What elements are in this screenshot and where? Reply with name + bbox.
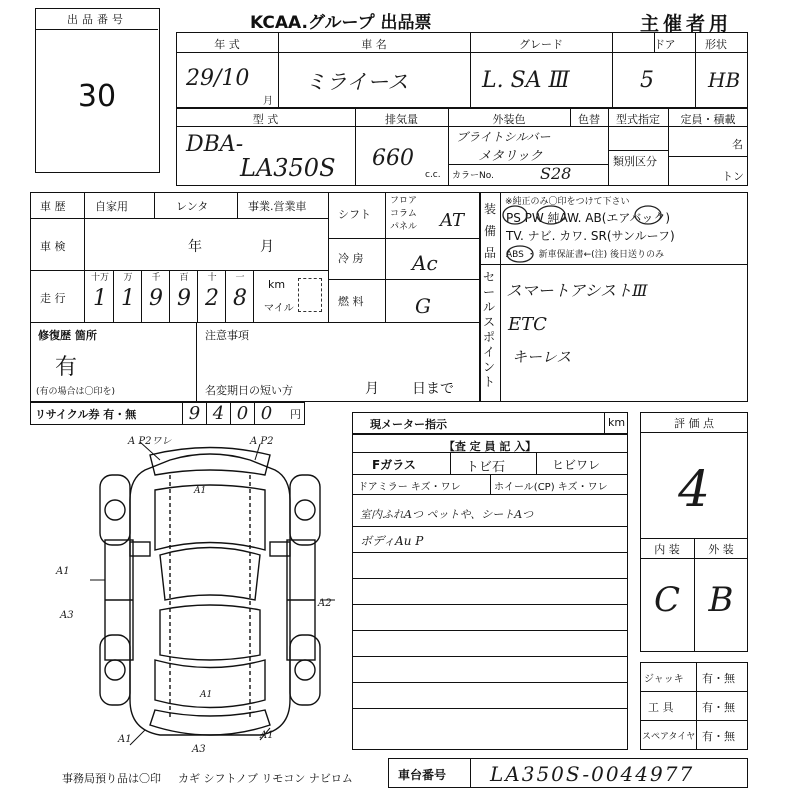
shift-panel: パネル bbox=[390, 222, 418, 232]
mileage-digit: 8 bbox=[233, 286, 247, 311]
mark-front-left: A P2ワレ bbox=[128, 436, 172, 447]
wheel-label: ホイール(CP) キズ・ワレ bbox=[494, 482, 608, 493]
mark-rear-bumper: A3 bbox=[192, 744, 206, 755]
cooling-label: 冷 房 bbox=[338, 252, 364, 265]
equipment-label: 装備品 bbox=[483, 202, 496, 260]
lot-number: 30 bbox=[77, 79, 117, 114]
inspector-comment-2: ボディAu P bbox=[360, 534, 424, 548]
car-name-label: 車 名 bbox=[361, 38, 387, 51]
color-no-value: S28 bbox=[540, 164, 572, 183]
equipment-line3: ABS ・ 新車保証書←(注) 後日送りのみ bbox=[506, 250, 665, 260]
shape-label: 形状 bbox=[705, 38, 727, 51]
displacement-label: 排気量 bbox=[385, 113, 418, 126]
type-spec-label: 型式指定 bbox=[616, 113, 660, 126]
mileage-mile: マイル bbox=[264, 303, 294, 314]
color-value-2: メタリック bbox=[478, 149, 543, 164]
organizer-label: 主催者用 bbox=[640, 13, 733, 35]
mileage-km: km bbox=[268, 278, 286, 291]
lot-number-label: 出品番号 bbox=[67, 13, 127, 26]
fuel-label: 燃 料 bbox=[338, 295, 364, 308]
recycle-digit: 0 bbox=[254, 402, 278, 425]
mileage-label: 走 行 bbox=[40, 292, 66, 305]
mark-front-right: A P2 bbox=[250, 436, 274, 447]
cooling-value: Ac bbox=[412, 251, 438, 275]
color-no-label: カラーNo. bbox=[452, 171, 494, 181]
equipment-circles bbox=[500, 200, 700, 264]
repair-note: (有の場合は〇印を) bbox=[36, 387, 116, 397]
color-change-label: 色替 bbox=[578, 113, 600, 126]
shaken-month: 月 bbox=[260, 239, 274, 255]
hibi-label: ヒビワレ bbox=[552, 458, 601, 472]
mileage-digit: 1 bbox=[121, 286, 135, 311]
displacement-value: 660 bbox=[372, 146, 414, 171]
meter-label: 現メーター指示 bbox=[370, 418, 447, 431]
mileage-unit: 万 bbox=[123, 273, 133, 283]
cc-unit: c.c. bbox=[425, 170, 441, 180]
mark-left-front: A1 bbox=[56, 566, 70, 577]
year-label: 年 式 bbox=[214, 38, 240, 51]
shift-floor: フロア bbox=[390, 196, 418, 206]
exterior-label: 外 装 bbox=[708, 543, 734, 556]
notes-label: 注意事項 bbox=[205, 329, 249, 342]
office-items-label: 事務局預り品は〇印 bbox=[62, 772, 161, 785]
mileage-cell bbox=[114, 270, 142, 322]
mark-left-rear: A3 bbox=[60, 610, 74, 621]
recycle-label: リサイクル券 有・無 bbox=[35, 408, 137, 421]
mileage-digit: 9 bbox=[177, 286, 191, 311]
mileage-cell bbox=[226, 270, 254, 322]
mark-rear-right: A1 bbox=[260, 730, 274, 741]
mileage-unit: 百 bbox=[179, 273, 189, 283]
mark-rear-mid: A1 bbox=[200, 690, 213, 700]
mileage-digit: 1 bbox=[93, 286, 107, 311]
meter-km: km bbox=[608, 416, 626, 429]
repair-label: 修復歴 箇所 bbox=[38, 329, 97, 342]
history-label: 車 歴 bbox=[40, 200, 66, 213]
spare-tire-label: スペアタイヤ bbox=[642, 732, 696, 742]
grade-value: L. SA Ⅲ bbox=[482, 68, 570, 93]
interior-score: C bbox=[653, 580, 680, 620]
chassis-number: LA350S-0044977 bbox=[490, 762, 695, 786]
door-label: ドア bbox=[654, 38, 676, 51]
capacity-label: 定員・積載 bbox=[680, 113, 736, 126]
mileage-digit: 2 bbox=[205, 286, 219, 311]
score-value: 4 bbox=[678, 460, 710, 518]
name-change-month: 月 bbox=[365, 381, 379, 397]
spare-tire-value: 有・無 bbox=[702, 730, 735, 743]
recycle-digit: 9 bbox=[182, 402, 206, 425]
color-value-1: ブライトシルバー bbox=[456, 130, 551, 144]
equipment-note: ※純正のみ〇印をつけて下さい bbox=[505, 197, 630, 207]
mileage-cell bbox=[198, 270, 226, 322]
mirror-label: ドアミラー キズ・ワレ bbox=[358, 482, 461, 493]
mileage-unit: 千 bbox=[151, 273, 161, 283]
mileage-unit: 十 bbox=[207, 273, 217, 283]
door-value: 5 bbox=[640, 68, 654, 93]
shift-column: コラム bbox=[390, 209, 417, 219]
selling-points-label: セールスポイント bbox=[483, 270, 496, 389]
selling-point-2: ETC bbox=[508, 314, 547, 335]
recycle-yen: 円 bbox=[290, 408, 301, 421]
inspector-header: 【査 定 員 記 入】 bbox=[443, 440, 537, 453]
jack-label: ジャッキ bbox=[644, 674, 684, 685]
history-private: 自家用 bbox=[95, 200, 128, 213]
equipment-line1: PS PW 純AW. AB(エアバック) bbox=[506, 211, 671, 225]
office-items: カギ シフトノブ リモコン ナビロム bbox=[178, 772, 353, 785]
recycle-digit: 0 bbox=[230, 402, 254, 425]
model-value: LA350S bbox=[240, 154, 336, 182]
mileage-cell bbox=[170, 270, 198, 322]
name-change-label: 名変期日の短い方 bbox=[205, 384, 293, 397]
repair-value: 有 bbox=[55, 355, 78, 380]
car-name-value: ミライース bbox=[305, 70, 409, 94]
mark-hood: A1 bbox=[194, 486, 207, 496]
history-business: 事業.営業車 bbox=[248, 200, 307, 213]
selling-point-3: キーレス bbox=[512, 348, 572, 366]
shaken-label: 車 検 bbox=[40, 240, 66, 253]
equipment-line2: TV. ナビ. カワ. SR(サンルーフ) bbox=[506, 229, 675, 243]
ton-unit: トン bbox=[722, 170, 744, 183]
mileage-digit: 9 bbox=[149, 286, 163, 311]
mark-right-side: A2 bbox=[318, 598, 332, 609]
model-value-prefix: DBA- bbox=[186, 132, 244, 157]
tobi-label: トビ石 bbox=[466, 460, 506, 475]
mileage-cell bbox=[142, 270, 170, 322]
mileage-unit: 十万 bbox=[90, 273, 109, 283]
capacity-unit: 名 bbox=[732, 138, 743, 151]
recycle-digit: 4 bbox=[206, 402, 230, 425]
shaken-year: 年 bbox=[188, 239, 202, 255]
shape-value: HB bbox=[708, 68, 741, 92]
model-label: 型 式 bbox=[252, 113, 279, 126]
year-value: 29/10 bbox=[186, 66, 250, 91]
mileage-check-box[interactable] bbox=[298, 278, 322, 312]
mileage-cell bbox=[86, 270, 114, 322]
tools-label: 工 具 bbox=[648, 701, 674, 714]
car-damage-diagram bbox=[60, 430, 360, 760]
chassis-label: 車台番号 bbox=[398, 768, 447, 782]
glass-label: Fガラス bbox=[372, 458, 416, 472]
name-change-day: 日まで bbox=[412, 381, 454, 397]
grade-label: グレード bbox=[519, 38, 563, 51]
exterior-score: B bbox=[708, 580, 734, 620]
shift-label: シフト bbox=[338, 208, 371, 221]
score-label: 評 価 点 bbox=[674, 417, 714, 430]
interior-label: 内 装 bbox=[654, 543, 680, 556]
fuel-value: G bbox=[415, 294, 431, 318]
inspector-comment-1: 室内ふれAつ ペットや、シートAつ bbox=[360, 508, 534, 521]
page-title: KCAA.グループ 出品票 bbox=[250, 13, 432, 33]
mileage-unit: 一 bbox=[235, 273, 245, 283]
exterior-color-label: 外装色 bbox=[492, 113, 526, 126]
mark-rear-left: A1 bbox=[118, 734, 132, 745]
month-mark: 月 bbox=[263, 96, 273, 107]
class-label: 類別区分 bbox=[613, 155, 657, 168]
selling-point-1: スマートアシストⅢ bbox=[506, 281, 648, 300]
tools-value: 有・無 bbox=[702, 701, 735, 714]
shift-value: AT bbox=[440, 210, 465, 231]
jack-value: 有・無 bbox=[702, 672, 735, 685]
lot-number-box bbox=[35, 8, 160, 173]
history-rental: レンタ bbox=[176, 200, 209, 213]
